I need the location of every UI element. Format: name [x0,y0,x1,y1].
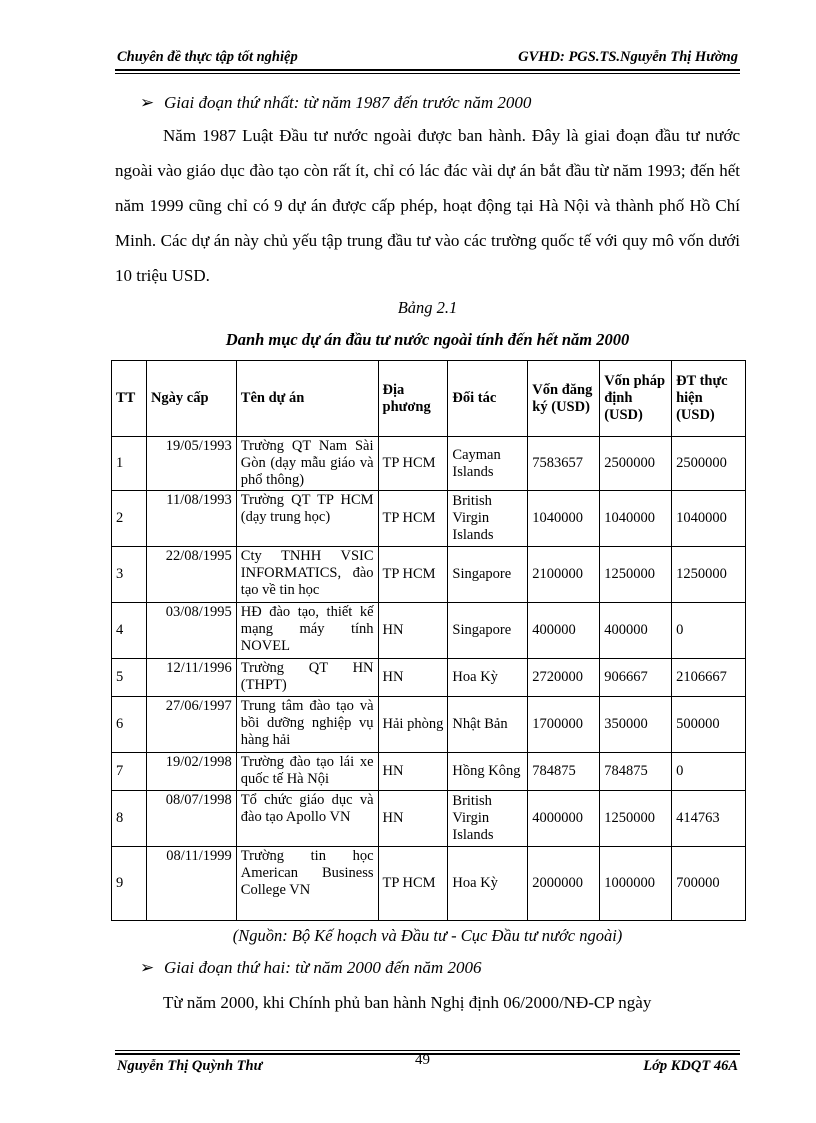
cell-partner: Singapore [448,603,528,659]
cell-location: HN [378,603,448,659]
cell-tt: 4 [112,603,147,659]
cell-date: 03/08/1995 [146,603,236,659]
col-header: ĐT thực hiện (USD) [672,361,746,437]
project-table [111,360,746,921]
page-number: 49 [415,1052,430,1068]
cell-tt: 3 [112,547,147,603]
cell-legal: 1250000 [600,547,672,603]
table-header-row [112,361,746,437]
cell-location: HN [378,753,448,791]
table-source: (Nguồn: Bộ Kế hoạch và Đầu tư - Cục Đầu tư nước ngoài) [232,926,623,945]
table-row [112,491,746,547]
cell-tt: 8 [112,791,147,847]
table-row [112,791,746,847]
cell-registered: 400000 [528,603,600,659]
col-header: Vốn đăng ký (USD) [528,361,600,437]
table-row [112,697,746,753]
section1-paragraph: Năm 1987 Luật Đầu tư nước ngoài được ban hành. Đây là giai đoạn đầu tư nước ngoài vào giáo dục đào tạo còn rất ít, chỉ có lác đác vài dự án bắt đầu từ năm 1993; đến hết năm 1999 cũng chỉ có 9 dự án được cấp phép, hoạt động tại Hà Nội và thành phố Hồ Chí Minh. Các dự án này chủ yếu tập trung đầu tư vào các trường quốc tế với quy mô vốn dưới 10 triệu USD. [115,126,740,285]
cell-date: 27/06/1997 [146,697,236,753]
cell-partner: Hoa Kỳ [448,847,528,921]
cell-partner: Hoa Kỳ [448,659,528,697]
cell-location: TP HCM [378,437,448,491]
col-header: Tên dự án [236,361,378,437]
cell-implemented: 414763 [672,791,746,847]
cell-date: 19/02/1998 [146,753,236,791]
section1-heading: ➢ Giai đoạn thứ nhất: từ năm 1987 đến trước năm 2000 [140,93,532,112]
footer-author: Nguyễn Thị Quỳnh Thư [117,1058,263,1074]
header-rule-thin [115,73,740,74]
table-row [112,437,746,491]
cell-project: Tổ chức giáo dục và đào tạo Apollo VN [236,791,378,847]
cell-implemented: 2500000 [672,437,746,491]
cell-partner: Nhật Bản [448,697,528,753]
cell-legal: 400000 [600,603,672,659]
table-row [112,659,746,697]
col-header: Ngày cấp [146,361,236,437]
cell-project: Trường QT TP HCM (dạy trung học) [236,491,378,547]
cell-location: Hải phòng [378,697,448,753]
cell-tt: 1 [112,437,147,491]
cell-implemented: 700000 [672,847,746,921]
cell-registered: 2100000 [528,547,600,603]
cell-registered: 4000000 [528,791,600,847]
table-row [112,847,746,921]
cell-project: HĐ đào tạo, thiết kế mạng máy tính NOVEL [236,603,378,659]
cell-tt: 2 [112,491,147,547]
col-header: Vốn pháp định (USD) [600,361,672,437]
cell-project: Trường đào tạo lái xe quốc tế Hà Nội [236,753,378,791]
cell-partner: British Virgin Islands [448,491,528,547]
cell-project: Trường tin học American Business College VN [236,847,378,921]
cell-project: Trung tâm đào tạo và bồi dưỡng nghiệp vụ hàng hải [236,697,378,753]
table-row [112,753,746,791]
cell-location: HN [378,659,448,697]
cell-implemented: 1040000 [672,491,746,547]
header-rule [115,69,740,71]
cell-tt: 5 [112,659,147,697]
cell-registered: 1700000 [528,697,600,753]
header-left: Chuyên đề thực tập tốt nghiệp [117,49,298,65]
cell-implemented: 0 [672,753,746,791]
table-caption: Bảng 2.1 [397,298,458,317]
cell-location: HN [378,791,448,847]
cell-registered: 1040000 [528,491,600,547]
cell-legal: 1000000 [600,847,672,921]
cell-tt: 7 [112,753,147,791]
section2-heading: ➢ Giai đoạn thứ hai: từ năm 2000 đến năm 2006 [140,958,482,977]
cell-legal: 906667 [600,659,672,697]
cell-legal: 350000 [600,697,672,753]
cell-project: Trường QT HN (THPT) [236,659,378,697]
cell-date: 19/05/1993 [146,437,236,491]
cell-tt: 6 [112,697,147,753]
page-header [115,49,740,69]
arrow-bullet-icon: ➢ [140,958,155,977]
cell-date: 11/08/1993 [146,491,236,547]
cell-legal: 784875 [600,753,672,791]
cell-registered: 2720000 [528,659,600,697]
cell-partner: Hồng Kông [448,753,528,791]
footer-rule-thin [115,1050,740,1051]
cell-registered: 2000000 [528,847,600,921]
table-title: Danh mục dự án đầu tư nước ngoài tính đến hết năm 2000 [225,330,630,349]
cell-date: 08/07/1998 [146,791,236,847]
page-footer [115,1052,740,1078]
cell-project: Trường QT Nam Sài Gòn (dạy mẫu giáo và phổ thông) [236,437,378,491]
cell-legal: 1040000 [600,491,672,547]
cell-location: TP HCM [378,491,448,547]
header-right: GVHD: PGS.TS.Nguyễn Thị Hường [518,49,738,65]
col-header: TT [112,361,147,437]
cell-location: TP HCM [378,847,448,921]
col-header: Địa phương [378,361,448,437]
cell-location: TP HCM [378,547,448,603]
cell-legal: 1250000 [600,791,672,847]
cell-legal: 2500000 [600,437,672,491]
cell-implemented: 2106667 [672,659,746,697]
cell-partner: Cayman Islands [448,437,528,491]
cell-date: 22/08/1995 [146,547,236,603]
cell-partner: British Virgin Islands [448,791,528,847]
col-header: Đối tác [448,361,528,437]
cell-date: 12/11/1996 [146,659,236,697]
cell-implemented: 0 [672,603,746,659]
cell-tt: 9 [112,847,147,921]
table-row [112,603,746,659]
cell-registered: 7583657 [528,437,600,491]
cell-partner: Singapore [448,547,528,603]
section2-paragraph: Từ năm 2000, khi Chính phủ ban hành Nghị định 06/2000/NĐ-CP ngày [163,993,652,1012]
cell-registered: 784875 [528,753,600,791]
cell-implemented: 500000 [672,697,746,753]
cell-implemented: 1250000 [672,547,746,603]
arrow-bullet-icon: ➢ [140,93,155,112]
cell-date: 08/11/1999 [146,847,236,921]
table-row [112,547,746,603]
footer-class: Lớp KDQT 46A [643,1058,738,1074]
cell-project: Cty TNHH VSIC INFORMATICS, đào tạo về tin học [236,547,378,603]
